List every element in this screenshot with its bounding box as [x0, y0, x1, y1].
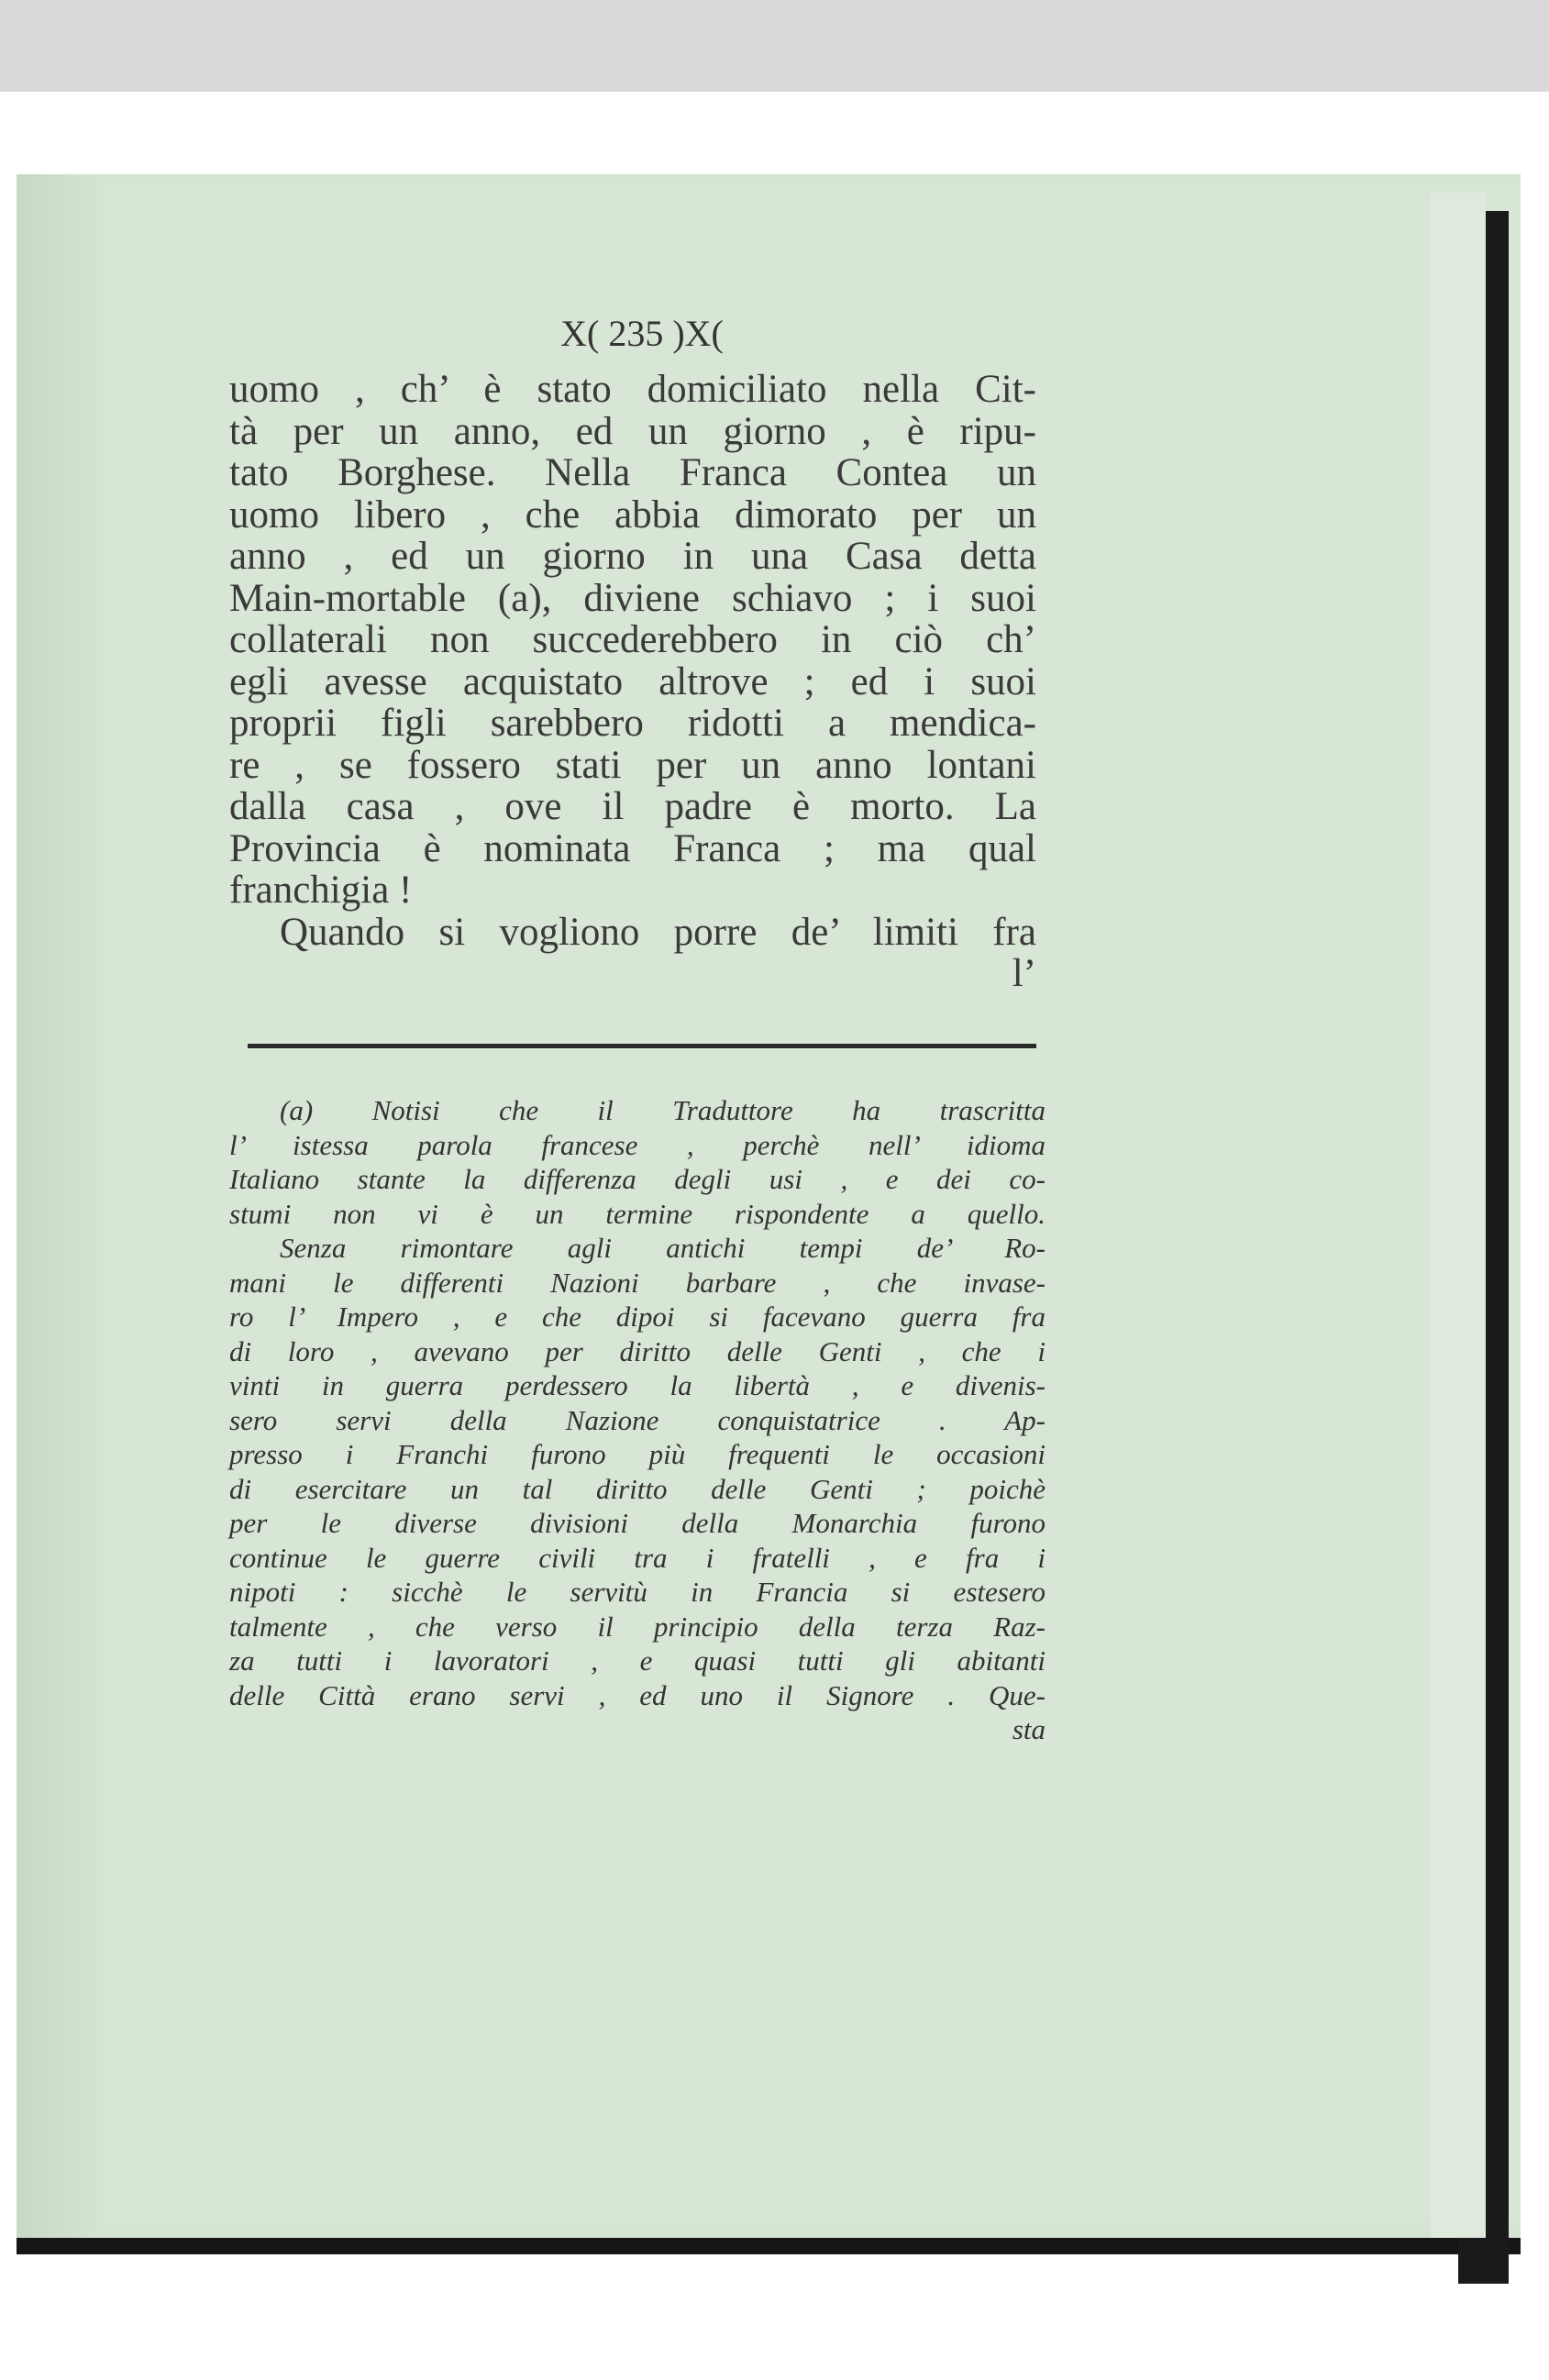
- footnote-catchword: sta: [1012, 1713, 1046, 1745]
- body-line: dalla casa , ove il padre è morto. La: [229, 785, 1036, 828]
- footnote-rule: [248, 1044, 1036, 1048]
- body-line: anno , ed un giorno in una Casa detta: [229, 535, 1036, 578]
- body-line: Main-mortable (a), diviene schiavo ; i suoi: [229, 576, 1036, 620]
- page-gutter-shadow: [17, 174, 104, 2238]
- footnote-line: nipoti : sicchè le servitù in Francia si estesero: [229, 1576, 1046, 1608]
- adjacent-page-edge: [1431, 193, 1486, 2238]
- footnote-line: za tutti i lavoratori , e quasi tutti gli abitanti: [229, 1644, 1046, 1677]
- footnote-line: presso i Franchi furono più frequenti le occasioni: [229, 1438, 1046, 1470]
- footnote-line: ro l’ Impero , e che dipoi si facevano guerra fra: [229, 1301, 1046, 1333]
- footnote-line: Senza rimontare agli antichi tempi de’ Ro-: [280, 1232, 1046, 1264]
- footnote-line: (a) Notisi che il Traduttore ha trascritta: [280, 1094, 1046, 1126]
- body-text: [229, 369, 1036, 995]
- footnote-line: di loro , avevano per diritto delle Genti , che i: [229, 1334, 1046, 1367]
- body-line: proprii figli sarebbero ridotti a mendica-: [229, 702, 1036, 745]
- footnote-line: delle Città erano servi , ed uno il Signore . Que-: [229, 1678, 1046, 1711]
- footnote-line: Italiano stante la differenza degli usi , e dei co-: [229, 1163, 1046, 1195]
- footnote-line: continue le guerre civili tra i fratelli , e fra i: [229, 1541, 1046, 1574]
- page-number-header: X( 235 )X(: [560, 313, 724, 354]
- body-line: egli avesse acquistato altrove ; ed i suoi: [229, 659, 1036, 703]
- footnote-line: talmente , che verso il principio della terza Raz-: [229, 1610, 1046, 1643]
- footnote-line: stumi non vi è un termine rispondente a quello.: [229, 1197, 1046, 1230]
- footnote-line: vinti in guerra perdessero la libertà , e divenis-: [229, 1369, 1046, 1401]
- footnote-line: l’ istessa parola francese , perchè nell’ idioma: [229, 1128, 1046, 1161]
- body-line: Provincia è nominata Franca ; ma qual: [229, 826, 1036, 870]
- catchword: l’: [1012, 952, 1036, 995]
- body-line: Quando si vogliono porre de’ limiti fra: [280, 910, 1036, 954]
- body-line: franchigia !: [229, 869, 413, 912]
- body-line: collaterali non succederebbero in ciò ch’: [229, 618, 1036, 661]
- body-line: uomo , ch’ è stato domiciliato nella Cit-: [229, 368, 1036, 411]
- body-line: uomo libero , che abbia dimorato per un: [229, 493, 1036, 537]
- footnote-line: mani le differenti Nazioni barbare , che invase-: [229, 1266, 1046, 1299]
- footnote-line: di esercitare un tal diritto delle Genti ; poichè: [229, 1472, 1046, 1505]
- body-line: re , se fossero stati per un anno lontani: [229, 743, 1036, 787]
- body-line: tato Borghese. Nella Franca Contea un: [229, 451, 1036, 494]
- footnote-line: per le diverse divisioni della Monarchia furono: [229, 1507, 1046, 1539]
- body-line: tà per un anno, ed un giorno , è ripu-: [229, 409, 1036, 453]
- footnote: [229, 1093, 1046, 1747]
- footnote-line: sero servi della Nazione conquistatrice . Ap-: [229, 1403, 1046, 1436]
